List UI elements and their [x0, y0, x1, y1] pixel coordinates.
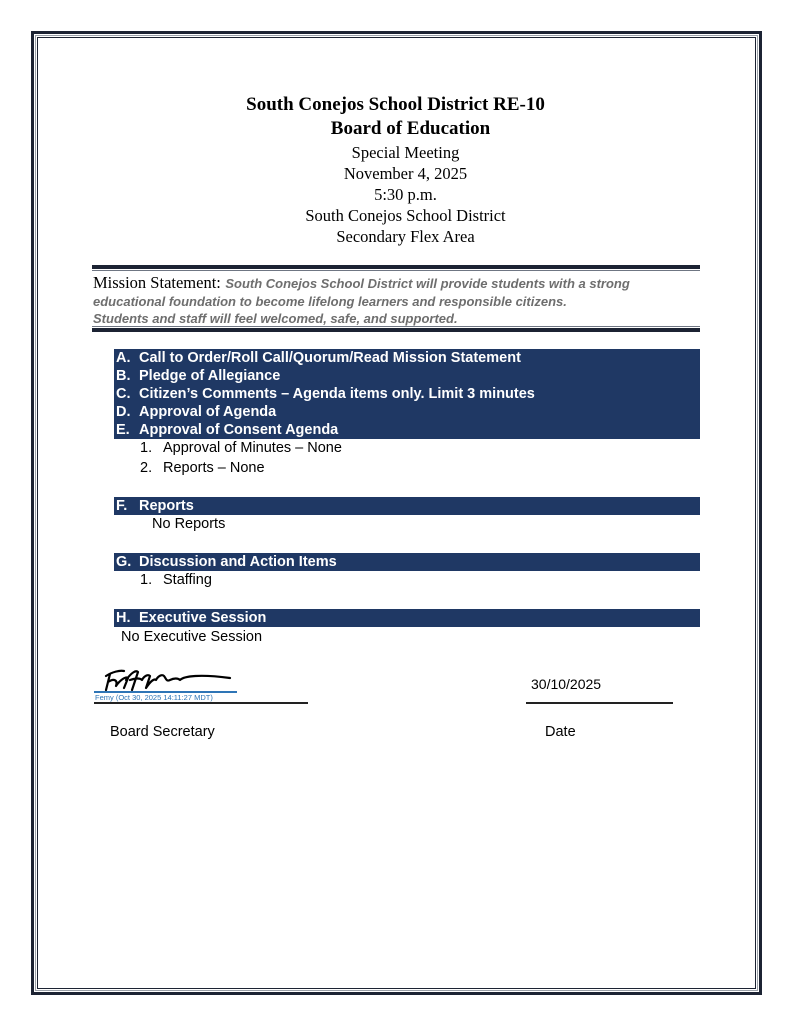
board-title: Board of Education [330, 118, 491, 139]
signature-icon [100, 666, 235, 692]
agenda-block-a-e [114, 349, 700, 439]
agenda-item-a: A. Call to Order/Roll Call/Quorum/Read Mission Statement [116, 350, 521, 366]
meeting-date: November 4, 2025 [343, 164, 468, 183]
divider-top-thin [92, 270, 700, 271]
mission-text-line2: educational foundation to become lifelong learners and responsible citizens. [93, 294, 567, 309]
executive-session-note: No Executive Session [121, 629, 263, 645]
agenda-section-g: G. Discussion and Action Items [114, 553, 700, 571]
reports-note: No Reports [152, 516, 226, 532]
mission-text-line3: Students and staff will feel welcomed, safe, and supported. [93, 311, 458, 326]
board-secretary-label: Board Secretary [110, 724, 215, 740]
mission-text-line1: South Conejos School District will provide students with a strong [225, 276, 630, 291]
date-value: 30/10/2025 [531, 676, 602, 692]
signature-line [94, 702, 308, 704]
agenda-section-h: H. Executive Session [114, 609, 700, 627]
divider-bottom-thin [92, 326, 700, 327]
divider-top [92, 265, 700, 269]
meeting-time: 5:30 p.m. [374, 185, 437, 204]
discussion-item-1: 1. Staffing [140, 572, 212, 588]
divider-bottom [92, 328, 700, 332]
consent-item-2: 2. Reports – None [140, 460, 265, 476]
consent-item-1: 1. Approval of Minutes – None [140, 440, 342, 456]
agenda-item-e: E. Approval of Consent Agenda [116, 422, 339, 438]
agenda-item-c: C. Citizen’s Comments – Agenda items only. Limit 3 minutes [116, 386, 535, 402]
district-title: South Conejos School District RE-10 [246, 94, 545, 115]
date-label: Date [545, 724, 576, 740]
agenda-section-f: F. Reports [114, 497, 700, 515]
meeting-type: Special Meeting [351, 143, 460, 162]
agenda-item-d: D. Approval of Agenda [116, 404, 277, 420]
date-line [526, 702, 673, 704]
mission-label: Mission Statement: [93, 273, 221, 292]
agenda-item-b: B. Pledge of Allegiance [116, 368, 281, 384]
signature-caption: Femy (Oct 30, 2025 14:11:27 MDT) [95, 693, 213, 702]
meeting-location: South Conejos School District [305, 206, 506, 225]
meeting-room: Secondary Flex Area [336, 227, 475, 246]
